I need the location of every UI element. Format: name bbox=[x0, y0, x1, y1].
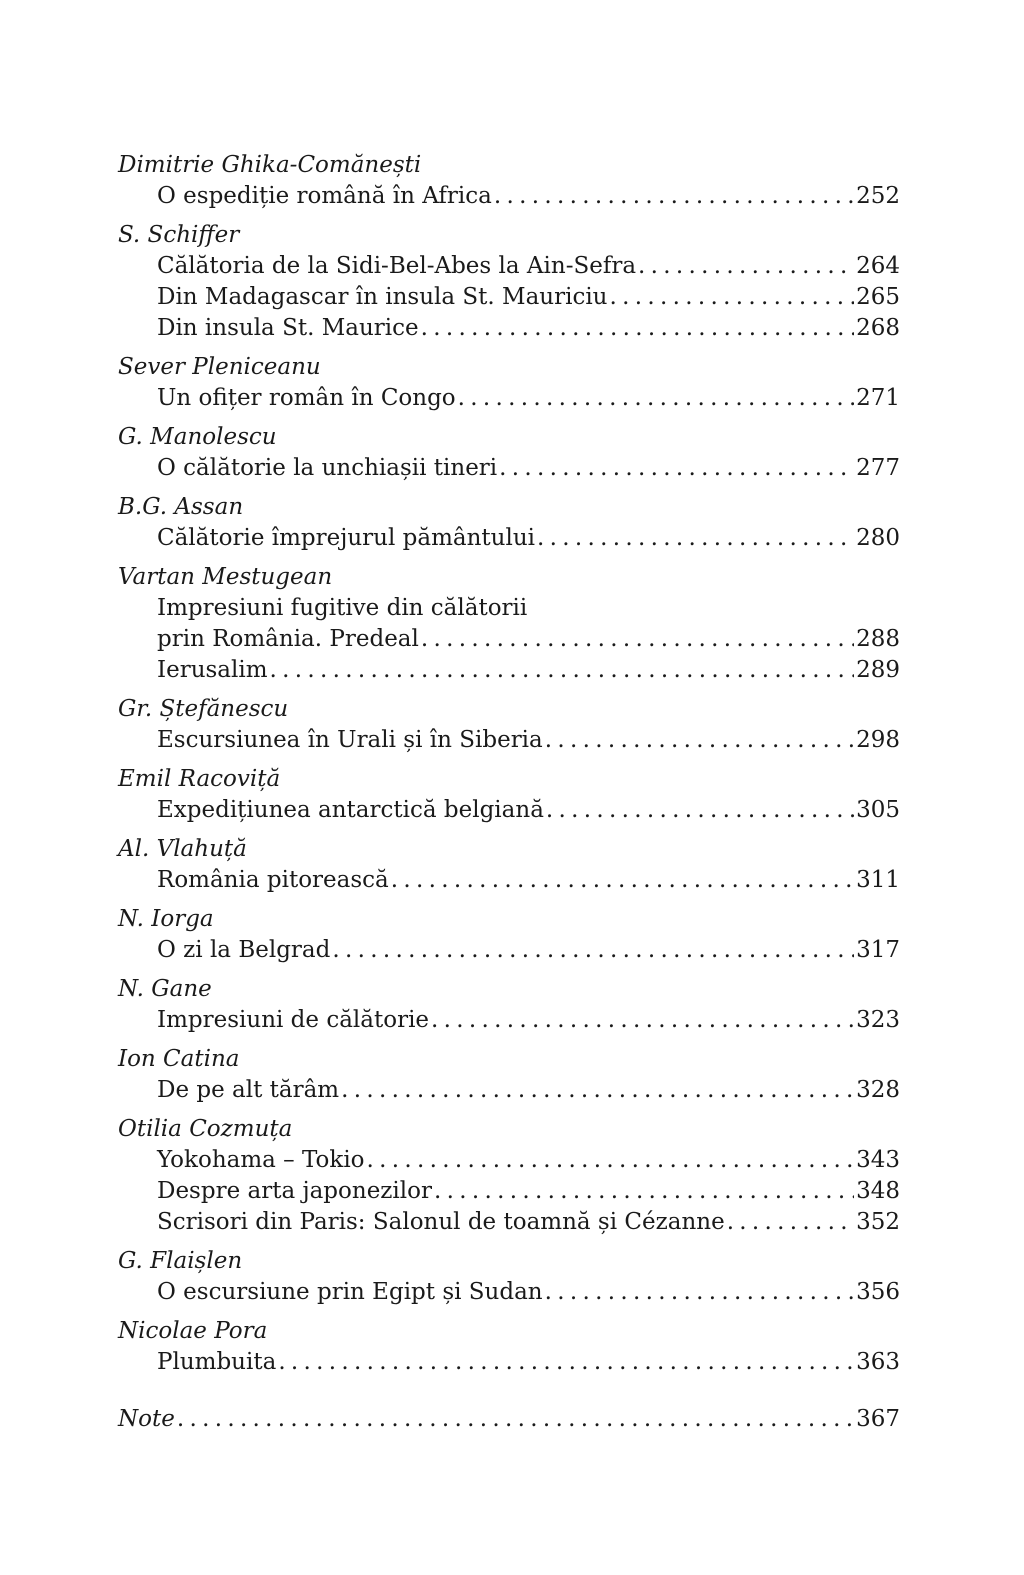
page-number: 264 bbox=[856, 253, 900, 279]
toc-group bbox=[118, 150, 900, 212]
dot-leader bbox=[494, 181, 854, 212]
notes-page-number: 367 bbox=[856, 1406, 900, 1432]
dot-leader bbox=[431, 1005, 854, 1036]
toc-entry bbox=[118, 725, 900, 756]
page-number: 298 bbox=[856, 727, 900, 753]
dot-leader bbox=[270, 655, 855, 686]
page-number: 305 bbox=[856, 797, 900, 823]
author-name: Vartan Mestugean bbox=[118, 564, 333, 590]
entry-title: O espediție română în Africa bbox=[157, 183, 492, 209]
page-number: 289 bbox=[856, 657, 900, 683]
entry-title: Impresiuni de călătorie bbox=[157, 1007, 430, 1033]
toc-entry bbox=[118, 251, 900, 282]
author-name: Gr. Ștefănescu bbox=[118, 696, 289, 722]
toc-group bbox=[118, 764, 900, 826]
toc-group bbox=[118, 974, 900, 1036]
toc-group bbox=[118, 562, 900, 686]
toc-entry bbox=[118, 523, 900, 554]
toc-entry bbox=[118, 1277, 900, 1308]
toc-entry bbox=[118, 313, 900, 344]
entry-title: De pe alt tărâm bbox=[157, 1077, 340, 1103]
author-name: S. Schiffer bbox=[118, 222, 240, 248]
author-name: G. Manolescu bbox=[118, 424, 277, 450]
page-number: 265 bbox=[856, 284, 900, 310]
dot-leader bbox=[434, 1176, 854, 1207]
entry-title: Plumbuita bbox=[157, 1349, 277, 1375]
toc-notes-entry bbox=[118, 1404, 900, 1435]
entry-title: România pitorească bbox=[157, 867, 389, 893]
notes-title: Note bbox=[118, 1406, 175, 1432]
page-number: 288 bbox=[856, 626, 900, 652]
page-number: 311 bbox=[856, 867, 900, 893]
author-name: N. Iorga bbox=[118, 906, 214, 932]
page-number: 348 bbox=[856, 1178, 900, 1204]
toc-group bbox=[118, 422, 900, 484]
author-name: Al. Vlahuță bbox=[118, 836, 247, 862]
page-number: 277 bbox=[856, 455, 900, 481]
dot-leader bbox=[421, 624, 854, 655]
toc-group bbox=[118, 220, 900, 344]
author-name: Nicolae Pora bbox=[118, 1318, 268, 1344]
toc-entry bbox=[118, 1207, 900, 1238]
entry-title: Despre arta japonezilor bbox=[157, 1178, 432, 1204]
dot-leader bbox=[546, 795, 854, 826]
toc-entry bbox=[118, 593, 900, 624]
entry-title: Escursiunea în Urali și în Siberia bbox=[157, 727, 543, 753]
entry-title: Ierusalim bbox=[157, 657, 268, 683]
entry-title: O călătorie la unchiașii tineri bbox=[157, 455, 498, 481]
dot-leader bbox=[177, 1404, 854, 1435]
page-number: 271 bbox=[856, 385, 900, 411]
entry-title: Călătorie împrejurul pământului bbox=[157, 525, 536, 551]
page-number: 363 bbox=[856, 1349, 900, 1375]
toc-group bbox=[118, 694, 900, 756]
toc-entry bbox=[118, 181, 900, 212]
author-name: Otilia Cozmuța bbox=[118, 1116, 293, 1142]
toc-entry bbox=[118, 655, 900, 686]
dot-leader bbox=[278, 1347, 854, 1378]
page-number: 268 bbox=[856, 315, 900, 341]
toc-group bbox=[118, 492, 900, 554]
toc-group bbox=[118, 834, 900, 896]
toc-entry bbox=[118, 1005, 900, 1036]
toc-entry bbox=[118, 795, 900, 826]
toc-entry bbox=[118, 624, 900, 655]
page-number: 328 bbox=[856, 1077, 900, 1103]
author-name: G. Flaișlen bbox=[118, 1248, 243, 1274]
page-number: 323 bbox=[856, 1007, 900, 1033]
page-number: 352 bbox=[856, 1209, 900, 1235]
dot-leader bbox=[545, 725, 854, 756]
page-number: 343 bbox=[856, 1147, 900, 1173]
dot-leader bbox=[391, 865, 854, 896]
dot-leader bbox=[367, 1145, 855, 1176]
dot-leader bbox=[421, 313, 854, 344]
entry-title: Scrisori din Paris: Salonul de toamnă și Cézanne bbox=[157, 1209, 725, 1235]
entry-title: Din insula St. Maurice bbox=[157, 315, 419, 341]
entry-title: Un ofițer român în Congo bbox=[157, 385, 456, 411]
toc-entry bbox=[118, 1347, 900, 1378]
toc-group bbox=[118, 904, 900, 966]
toc-entry bbox=[118, 865, 900, 896]
dot-leader bbox=[610, 282, 855, 313]
dot-leader bbox=[499, 453, 854, 484]
toc-group bbox=[118, 1246, 900, 1308]
author-name: Sever Pleniceanu bbox=[118, 354, 321, 380]
author-name: Emil Racoviță bbox=[118, 766, 281, 792]
dot-leader bbox=[537, 523, 854, 554]
toc-entry bbox=[118, 383, 900, 414]
entry-title: Călătoria de la Sidi-Bel-Abes la Ain-Sefra bbox=[157, 253, 637, 279]
table-of-contents bbox=[118, 150, 900, 1435]
toc-entry bbox=[118, 453, 900, 484]
entry-title: prin România. Predeal bbox=[157, 626, 419, 652]
dot-leader bbox=[727, 1207, 854, 1238]
entry-title: O escursiune prin Egipt și Sudan bbox=[157, 1279, 543, 1305]
toc-entry bbox=[118, 282, 900, 313]
entry-title: Expedițiunea antarctică belgiană bbox=[157, 797, 544, 823]
toc-groups bbox=[118, 150, 900, 1378]
page-number: 252 bbox=[856, 183, 900, 209]
page-number: 356 bbox=[856, 1279, 900, 1305]
dot-leader bbox=[332, 935, 854, 966]
toc-group bbox=[118, 1114, 900, 1238]
toc-entry bbox=[118, 935, 900, 966]
toc-entry bbox=[118, 1075, 900, 1106]
dot-leader bbox=[545, 1277, 854, 1308]
toc-entry bbox=[118, 1176, 900, 1207]
entry-title: Din Madagascar în insula St. Mauriciu bbox=[157, 284, 608, 310]
dot-leader bbox=[458, 383, 854, 414]
dot-leader bbox=[341, 1075, 854, 1106]
author-name: B.G. Assan bbox=[118, 494, 244, 520]
author-name: N. Gane bbox=[118, 976, 212, 1002]
author-name: Ion Catina bbox=[118, 1046, 240, 1072]
entry-title: Yokohama – Tokio bbox=[157, 1147, 365, 1173]
toc-group bbox=[118, 1316, 900, 1378]
toc-group bbox=[118, 1044, 900, 1106]
page-number: 317 bbox=[856, 937, 900, 963]
entry-title: Impresiuni fugitive din călătorii bbox=[157, 595, 528, 621]
toc-group bbox=[118, 352, 900, 414]
page-number: 280 bbox=[856, 525, 900, 551]
entry-title: O zi la Belgrad bbox=[157, 937, 331, 963]
dot-leader bbox=[638, 251, 854, 282]
toc-entry bbox=[118, 1145, 900, 1176]
author-name: Dimitrie Ghika-Comănești bbox=[118, 152, 422, 178]
